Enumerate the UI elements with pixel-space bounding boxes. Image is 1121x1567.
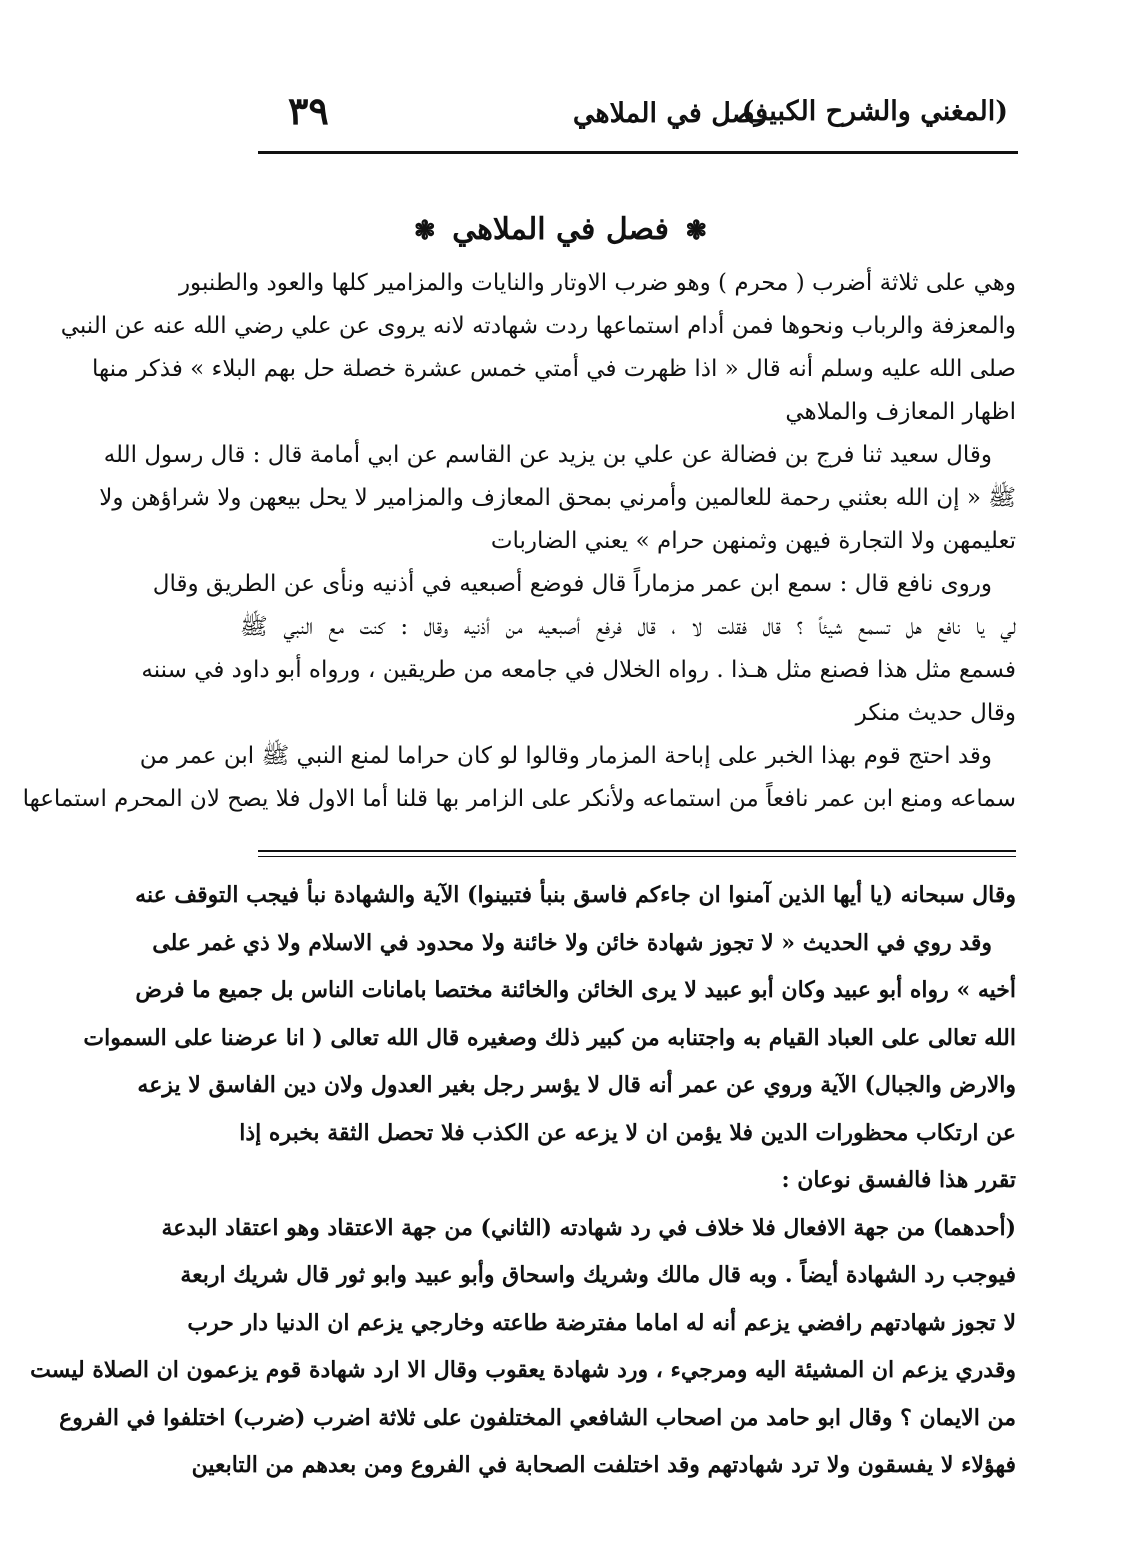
page-number: ٣٩: [288, 88, 329, 133]
text-line: وقال حديث منكر: [855, 700, 1016, 726]
footnote-line: تقرر هذا فالفسق نوعان :: [781, 1167, 1016, 1193]
text-line: لي يا نافع هل تسمع شيئاً ؟ قال فقلت لا ، قال فرفع أصبعيه من أذنيه وقال : كنت مع النبي ﷺ: [240, 614, 1016, 640]
text-line: وروى نافع قال : سمع ابن عمر مزماراً قال فوضع أصبعيه في أذنيه ونأى عن الطريق وقال: [152, 571, 992, 597]
main-text: [22, 262, 1016, 821]
header-rule: [258, 151, 1018, 154]
text-line: والمعزفة والرباب ونحوها فمن أدام استماعها ردت شهادته لانه يروى عن علي رضي الله عنه عن النبي: [60, 313, 1016, 339]
footnote-line: فيوجب رد الشهادة أيضاً . وبه قال مالك وشريك واسحاق وأبو عبيد وابو ثور قال شريك اربعة: [180, 1262, 1016, 1288]
footnote-line: فهؤلاء لا يفسقون ولا ترد شهادتهم وقد اختلفت الصحابة في الفروع ومن بعدهم من التابعين: [191, 1452, 1016, 1478]
section-heading-text: فصل في الملاهي: [452, 212, 669, 247]
book-title: (المغني والشرح الكبير): [741, 96, 1008, 127]
text-line: ﷺ « إن الله بعثني رحمة للعالمين وأمرني بمحق المعازف والمزامير لا يحل بيعهن ولا شراؤهن ولا: [99, 485, 1016, 511]
footnote-line: الله تعالى على العباد القيام به واجتنابه من كبير ذلك وصغيره قال الله تعالى ( انا عرضنا على السموات: [83, 1024, 1016, 1051]
section-heading: [0, 212, 1121, 247]
text-line: صلى الله عليه وسلم أنه قال « اذا ظهرت في أمتي خمس عشرة خصلة حل بهم البلاء » فذكر منها: [91, 356, 1016, 382]
footnote-separator-thin: [258, 856, 1016, 857]
footnote-separator: [258, 850, 1016, 852]
text-line: فسمع مثل هذا فصنع مثل هـذا . رواه الخلال في جامعه من طريقين ، ورواه أبو داود في سننه: [141, 657, 1016, 683]
text-line: وقد احتج قوم بهذا الخبر على إباحة المزمار وقالوا لو كان حراما لمنع النبي ﷺ ابن عمر من: [139, 743, 992, 769]
running-chapter-title: فصل في الملاهي: [572, 98, 768, 129]
text-line: وقال سعيد ثنا فرج بن فضالة عن علي بن يزيد عن القاسم عن ابي أمامة قال : قال رسول الله: [103, 442, 992, 468]
footnote-line: (أحدهما) من جهة الافعال فلا خلاف في رد شهادته (الثاني) من جهة الاعتقاد وهو اعتقاد البدعة: [161, 1214, 1016, 1241]
footnote-line: أخيه » رواه أبو عبيد وكان أبو عبيد لا يرى الخائن والخائنة مختصا بامانات الناس بل جميع ما فرض: [135, 977, 1016, 1003]
ornament-close-icon: ❃: [413, 216, 436, 246]
text-line: اظهار المعازف والملاهي: [785, 399, 1016, 425]
footnote-line: والارض والجبال) الآية وروي عن عمر أنه قال لا يؤسر رجل بغير العدول ولان دين الفاسق لا يزعه: [137, 1072, 1016, 1098]
page-header: [258, 88, 1018, 148]
footnote-line: لا تجوز شهادتهم رافضي يزعم أنه له اماما مفترضة طاعته وخارجي يزعم ان الدنيا دار حرب: [187, 1309, 1016, 1336]
footnote-text: [30, 872, 1016, 1490]
text-line: وهي على ثلاثة أضرب ( محرم ) وهو ضرب الاوتار والنايات والمزامير كلها والعود والطنبور: [178, 270, 1016, 296]
text-line: تعليمهن ولا التجارة فيهن وثمنهن حرام » يعني الضاربات: [490, 528, 1016, 554]
ornament-open-icon: ❃: [685, 216, 708, 246]
footnote-line: وقدري يزعم ان المشيئة اليه ومرجيء ، ورد شهادة يعقوب وقال الا ارد شهادة قوم يزعمون ان الصلاة ليست: [30, 1357, 1016, 1383]
footnote-line: وقال سبحانه (يا أيها الذين آمنوا ان جاءكم فاسق بنبأ فتبينوا) الآية والشهادة نبأ فيجب التوقف عنه: [135, 882, 1016, 908]
footnote-line: عن ارتكاب محظورات الدين فلا يؤمن ان لا يزعه عن الكذب فلا تحصل الثقة بخبره إذا: [239, 1119, 1016, 1146]
footnote-line: وقد روي في الحديث « لا تجوز شهادة خائن ولا خائنة ولا محدود في الاسلام ولا ذي غمر على: [152, 929, 992, 956]
text-line: سماعه ومنع ابن عمر نافعاً من استماعه ولأنكر على الزامر بها قلنا أما الاول فلا يصح لان المحرم استماعها: [22, 786, 1016, 812]
footnote-line: من الايمان ؟ وقال ابو حامد من اصحاب الشافعي المختلفون على ثلاثة اضرب (ضرب) اختلفوا في الفروع: [59, 1404, 1016, 1431]
